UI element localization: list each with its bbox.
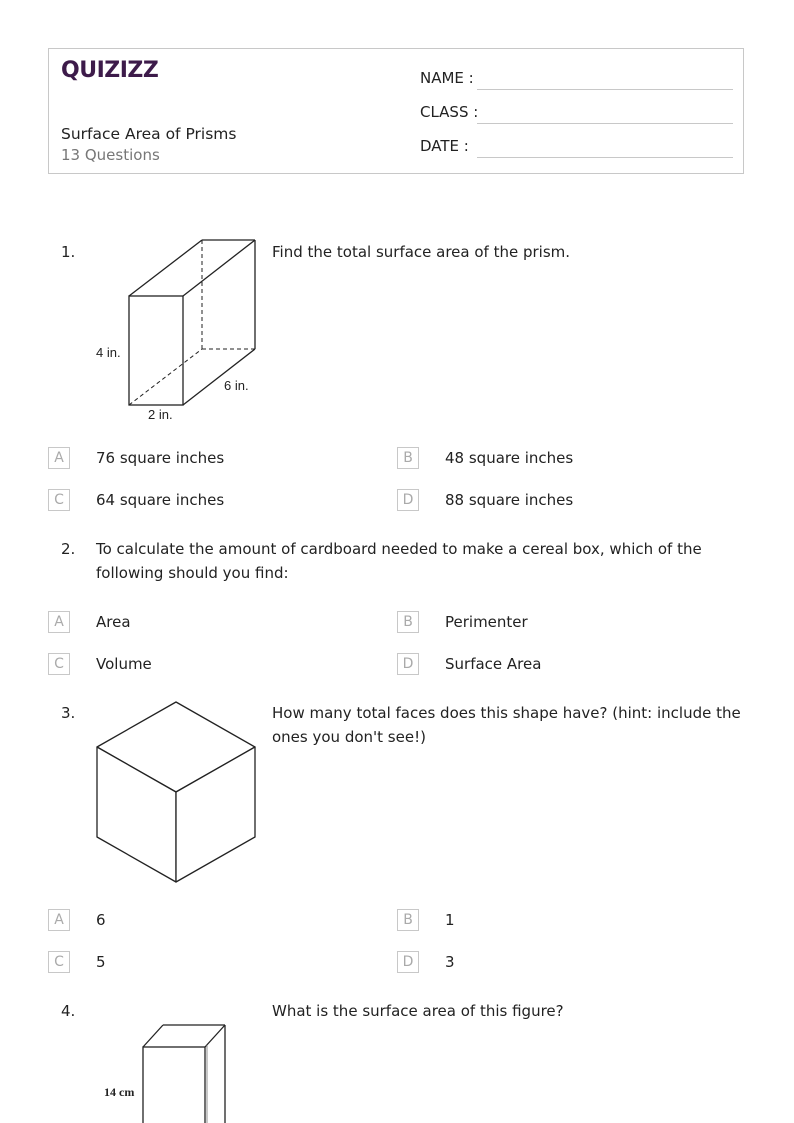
option-a-box[interactable]: A bbox=[48, 447, 70, 469]
worksheet-title: Surface Area of Prisms bbox=[61, 125, 237, 143]
cube-figure bbox=[90, 696, 262, 888]
date-label: DATE : bbox=[420, 137, 469, 155]
option-a-text[interactable]: Area bbox=[96, 613, 131, 631]
question-number: 2. bbox=[61, 540, 76, 558]
question-text-line2: following should you find: bbox=[96, 564, 289, 582]
question-number: 1. bbox=[61, 243, 76, 261]
option-a-text[interactable]: 76 square inches bbox=[96, 449, 225, 467]
option-c-box[interactable]: C bbox=[48, 489, 70, 511]
name-field[interactable] bbox=[477, 89, 733, 90]
prism-figure bbox=[88, 232, 268, 424]
name-label: NAME : bbox=[420, 69, 474, 87]
option-c-text[interactable]: Volume bbox=[96, 655, 152, 673]
option-a-box[interactable]: A bbox=[48, 909, 70, 931]
question-text-line1: How many total faces does this shape have? (hint: include the bbox=[272, 704, 741, 722]
depth-label: 6 in. bbox=[224, 378, 249, 393]
question-text-line1: To calculate the amount of cardboard needed to make a cereal box, which of the bbox=[96, 540, 702, 558]
option-c-text[interactable]: 64 square inches bbox=[96, 491, 225, 509]
option-b-text[interactable]: 48 square inches bbox=[445, 449, 574, 467]
class-label: CLASS : bbox=[420, 103, 479, 121]
quizizz-logo: QUIZIZZ bbox=[61, 58, 159, 83]
option-d-box[interactable]: D bbox=[397, 653, 419, 675]
option-c-box[interactable]: C bbox=[48, 951, 70, 973]
question-text: Find the total surface area of the prism. bbox=[272, 243, 571, 261]
question-count: 13 Questions bbox=[61, 146, 160, 164]
option-b-box[interactable]: B bbox=[397, 611, 419, 633]
option-d-text[interactable]: 3 bbox=[445, 953, 455, 971]
question-number: 4. bbox=[61, 1002, 76, 1020]
width-label: 2 in. bbox=[148, 407, 173, 422]
date-field[interactable] bbox=[477, 157, 733, 158]
question-number: 3. bbox=[61, 704, 76, 722]
option-d-text[interactable]: 88 square inches bbox=[445, 491, 574, 509]
option-b-text[interactable]: 1 bbox=[445, 911, 455, 929]
tall-prism-figure bbox=[96, 1018, 236, 1123]
option-c-text[interactable]: 5 bbox=[96, 953, 106, 971]
option-a-text[interactable]: 6 bbox=[96, 911, 106, 929]
option-b-box[interactable]: B bbox=[397, 447, 419, 469]
question-text: What is the surface area of this figure? bbox=[272, 1002, 564, 1020]
option-a-box[interactable]: A bbox=[48, 611, 70, 633]
option-d-box[interactable]: D bbox=[397, 489, 419, 511]
option-b-text[interactable]: Perimenter bbox=[445, 613, 528, 631]
question-text-line2: ones you don't see!) bbox=[272, 728, 426, 746]
worksheet-header bbox=[48, 48, 744, 174]
option-c-box[interactable]: C bbox=[48, 653, 70, 675]
class-field[interactable] bbox=[477, 123, 733, 124]
option-d-text[interactable]: Surface Area bbox=[445, 655, 542, 673]
option-d-box[interactable]: D bbox=[397, 951, 419, 973]
height-label: 14 cm bbox=[104, 1085, 135, 1099]
height-label: 4 in. bbox=[96, 345, 121, 360]
option-b-box[interactable]: B bbox=[397, 909, 419, 931]
